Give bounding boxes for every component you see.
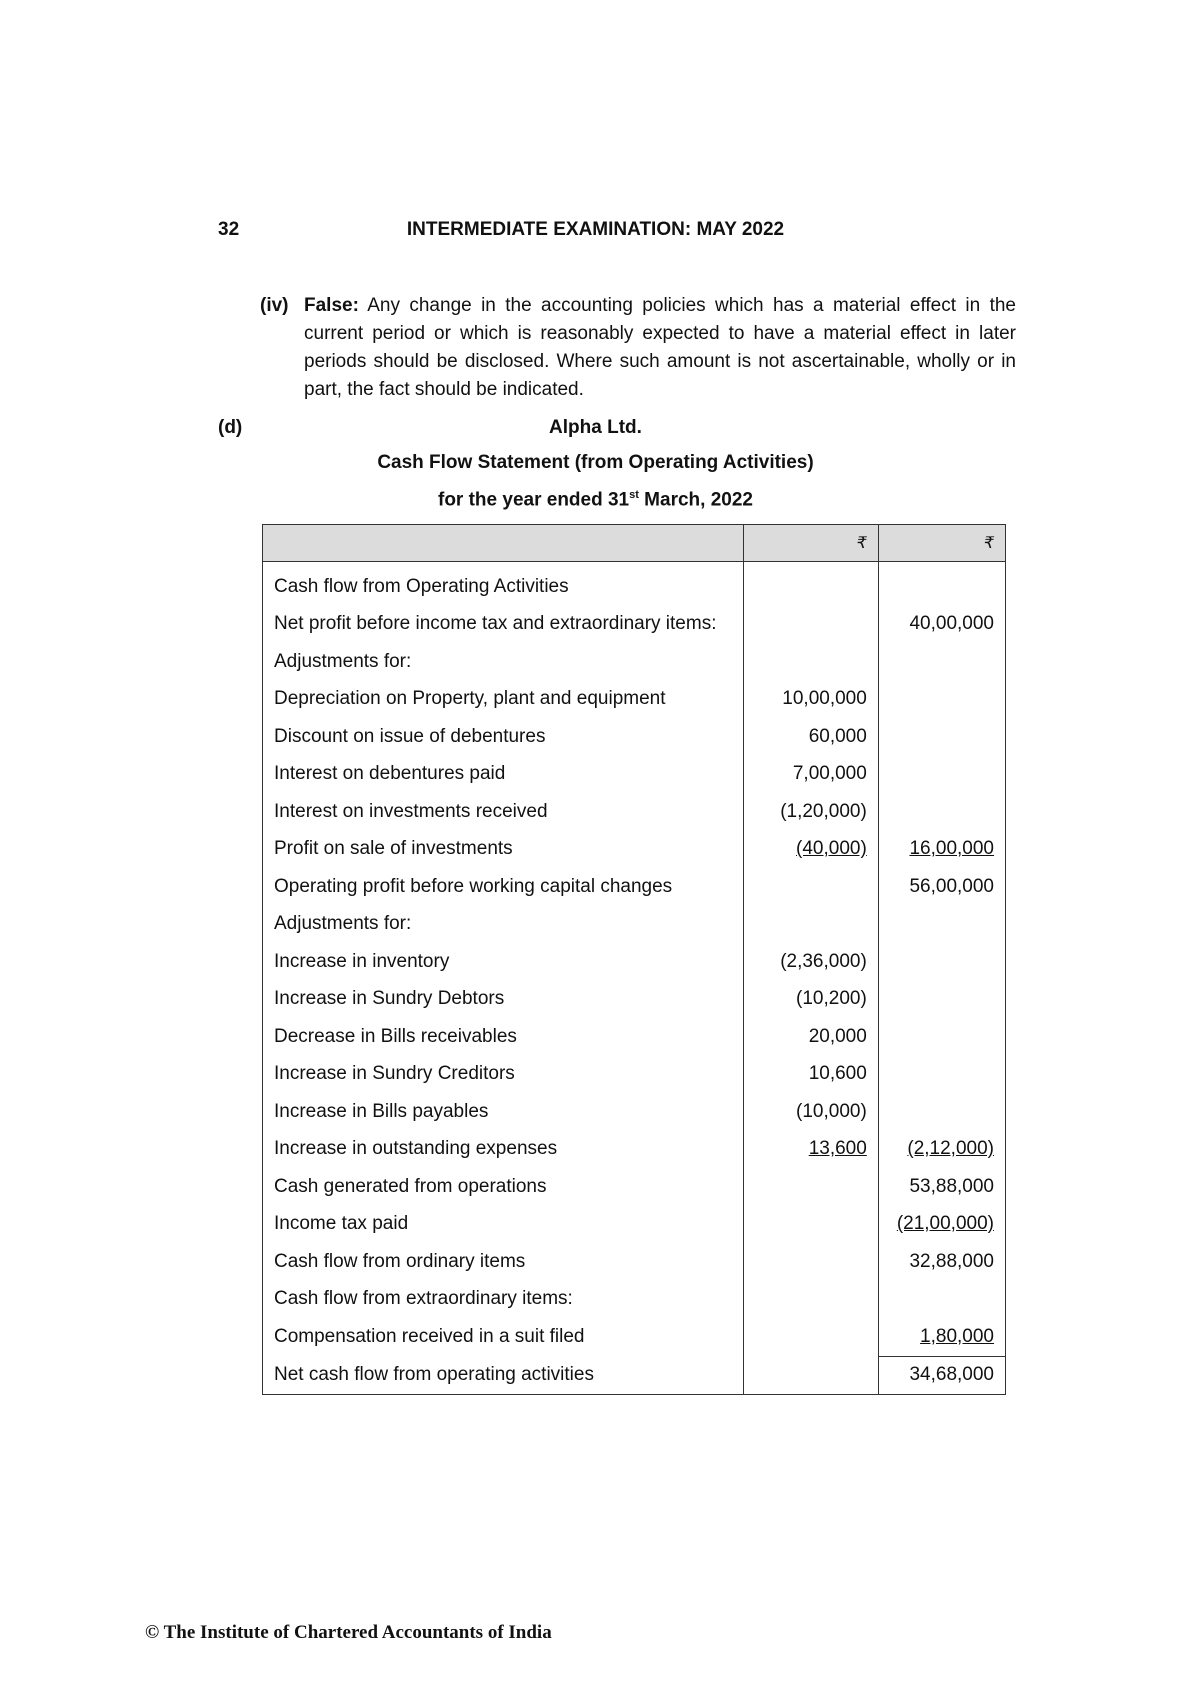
row-label <box>263 868 744 906</box>
row-amount-2 <box>878 562 1005 606</box>
table-row <box>263 1168 1006 1206</box>
row-amount-2 <box>878 606 1005 644</box>
row-amount-2-text: 56,00,000 <box>909 875 994 897</box>
cash-flow-table <box>262 524 1006 1395</box>
row-amount-1 <box>743 718 878 756</box>
row-amount-1 <box>743 562 878 606</box>
table-row <box>263 1281 1006 1319</box>
row-label <box>263 718 744 756</box>
row-amount-1-text: 13,600 <box>808 1138 867 1160</box>
row-amount-2 <box>878 1281 1005 1319</box>
table-row <box>263 681 1006 719</box>
row-amount-1 <box>743 681 878 719</box>
company-name: Alpha Ltd. <box>549 417 642 438</box>
statement-title: Cash Flow Statement (from Operating Activities) <box>377 452 814 473</box>
row-label-text: Adjustments for: <box>274 913 412 935</box>
statement-period <box>0 489 1191 511</box>
table-row <box>263 1356 1006 1395</box>
row-amount-1 <box>743 1168 878 1206</box>
row-amount-1-text: 60,000 <box>808 725 867 747</box>
row-amount-2-text: 40,00,000 <box>909 613 994 635</box>
row-amount-1 <box>743 1281 878 1319</box>
row-amount-2 <box>878 1243 1005 1281</box>
header-cell-currency-2: ₹ <box>878 525 1005 562</box>
table-row <box>263 906 1006 944</box>
answer-item-iv <box>260 292 1016 404</box>
header-cell-label <box>263 525 744 562</box>
row-label-text: Cash flow from extraordinary items: <box>274 1288 573 1310</box>
row-amount-1 <box>743 1018 878 1056</box>
row-amount-1 <box>743 906 878 944</box>
row-label <box>263 1168 744 1206</box>
row-label <box>263 981 744 1019</box>
row-amount-2-text: 32,88,000 <box>909 1250 994 1272</box>
row-label-text: Increase in Bills payables <box>274 1100 489 1122</box>
row-label-text: Net profit before income tax and extraordinary items: <box>274 613 717 635</box>
table-row <box>263 1318 1006 1356</box>
table-row <box>263 606 1006 644</box>
row-label <box>263 1056 744 1094</box>
table-header-row <box>263 525 1006 562</box>
row-label-text: Cash flow from Operating Activities <box>274 575 569 597</box>
row-amount-1-text: 7,00,000 <box>792 763 867 785</box>
row-amount-2 <box>878 1131 1005 1169</box>
row-amount-1 <box>743 756 878 794</box>
row-amount-2 <box>878 681 1005 719</box>
row-amount-2 <box>878 1093 1005 1131</box>
row-label-text: Cash generated from operations <box>274 1175 547 1197</box>
row-amount-1-text: (10,200) <box>796 988 867 1010</box>
row-label-text: Increase in inventory <box>274 950 450 972</box>
row-label-text: Decrease in Bills receivables <box>274 1025 517 1047</box>
row-label <box>263 1093 744 1131</box>
row-amount-1 <box>743 1056 878 1094</box>
row-label-text: Interest on debentures paid <box>274 763 506 785</box>
row-amount-1 <box>743 831 878 869</box>
row-amount-1 <box>743 1318 878 1356</box>
row-amount-2 <box>878 1356 1005 1395</box>
row-amount-1 <box>743 793 878 831</box>
row-amount-2-text: (2,12,000) <box>907 1138 994 1160</box>
table-row <box>263 1018 1006 1056</box>
row-amount-2 <box>878 906 1005 944</box>
row-label-text: Increase in Sundry Debtors <box>274 988 505 1010</box>
table-row <box>263 718 1006 756</box>
table-row <box>263 562 1006 606</box>
row-label <box>263 1018 744 1056</box>
row-label <box>263 606 744 644</box>
row-label <box>263 1131 744 1169</box>
row-label-text: Profit on sale of investments <box>274 838 513 860</box>
row-amount-1-text: 10,00,000 <box>782 688 867 710</box>
row-label-text: Operating profit before working capital changes <box>274 875 673 897</box>
row-label <box>263 1281 744 1319</box>
row-label-text: Increase in Sundry Creditors <box>274 1063 515 1085</box>
row-amount-1 <box>743 868 878 906</box>
period-suffix: March, 2022 <box>638 489 753 511</box>
row-label-text: Cash flow from ordinary items <box>274 1250 526 1272</box>
table-row <box>263 1056 1006 1094</box>
table-row <box>263 1093 1006 1131</box>
row-label-text: Net cash flow from operating activities <box>274 1364 594 1385</box>
row-label <box>263 943 744 981</box>
row-label <box>263 643 744 681</box>
table-row <box>263 943 1006 981</box>
table-row <box>263 793 1006 831</box>
row-label <box>263 1206 744 1244</box>
table-row <box>263 981 1006 1019</box>
row-label-text: Increase in outstanding expenses <box>274 1138 558 1160</box>
row-label <box>263 1243 744 1281</box>
row-amount-1-text: (1,20,000) <box>780 800 867 822</box>
row-amount-1 <box>743 981 878 1019</box>
row-amount-2 <box>878 868 1005 906</box>
row-amount-1-text: (2,36,000) <box>780 950 867 972</box>
table-row <box>263 1243 1006 1281</box>
row-amount-1-text: (40,000) <box>796 838 867 860</box>
row-amount-1 <box>743 1093 878 1131</box>
row-amount-1 <box>743 643 878 681</box>
row-amount-2 <box>878 831 1005 869</box>
row-amount-2 <box>878 1168 1005 1206</box>
row-amount-2 <box>878 1318 1005 1356</box>
row-label-text: Compensation received in a suit filed <box>274 1326 585 1347</box>
exam-title: INTERMEDIATE EXAMINATION: MAY 2022 <box>406 219 785 240</box>
footer-copyright: © The Institute of Chartered Accountants of India <box>145 1622 552 1643</box>
table-row <box>263 831 1006 869</box>
row-label-text: Income tax paid <box>274 1213 409 1235</box>
table-row <box>263 1206 1006 1244</box>
row-label-text: Interest on investments received <box>274 800 548 822</box>
row-label <box>263 756 744 794</box>
row-label <box>263 1356 744 1395</box>
table-row <box>263 1131 1006 1169</box>
row-amount-1 <box>743 606 878 644</box>
row-label-text: Depreciation on Property, plant and equipment <box>274 688 666 710</box>
row-label-text: Discount on issue of debentures <box>274 725 546 747</box>
item-text <box>304 292 1016 404</box>
row-label <box>263 906 744 944</box>
row-amount-2 <box>878 943 1005 981</box>
page-number: 32 <box>218 219 240 240</box>
table-row <box>263 868 1006 906</box>
part-label: (d) <box>218 417 243 438</box>
row-amount-2 <box>878 756 1005 794</box>
item-label: False: <box>304 295 359 316</box>
row-amount-1 <box>743 1206 878 1244</box>
row-label <box>263 562 744 606</box>
table-row <box>263 643 1006 681</box>
row-amount-2 <box>878 1206 1005 1244</box>
row-label <box>263 793 744 831</box>
period-prefix: for the year ended 31 <box>438 489 630 511</box>
row-amount-2-text: 53,88,000 <box>909 1175 994 1197</box>
period-sup: st <box>629 489 639 501</box>
row-label <box>263 681 744 719</box>
row-amount-2 <box>878 793 1005 831</box>
row-amount-2 <box>878 1018 1005 1056</box>
row-label <box>263 1318 744 1356</box>
row-amount-1-text: (10,000) <box>796 1100 867 1122</box>
row-label-text: Adjustments for: <box>274 650 412 672</box>
row-amount-1 <box>743 1243 878 1281</box>
table-row <box>263 756 1006 794</box>
row-amount-2 <box>878 981 1005 1019</box>
row-amount-1 <box>743 943 878 981</box>
row-amount-2-text: 34,68,000 <box>909 1364 994 1386</box>
row-amount-2-text: 1,80,000 <box>920 1325 994 1347</box>
row-label <box>263 831 744 869</box>
item-body: Any change in the accounting policies which has a material effect in the current period or which is reasonably expected to have a material effect in later periods should be disclosed. Where such amount is not ascertainable, wholly or in part, the fact should be indicated. <box>304 295 1016 400</box>
row-amount-1 <box>743 1131 878 1169</box>
row-amount-1-text: 20,000 <box>808 1025 867 1047</box>
row-amount-2 <box>878 718 1005 756</box>
header-cell-currency-1: ₹ <box>743 525 878 562</box>
row-amount-2 <box>878 643 1005 681</box>
row-amount-2-text: (21,00,000) <box>896 1213 994 1235</box>
item-number: (iv) <box>260 295 289 316</box>
row-amount-1 <box>743 1356 878 1395</box>
row-amount-2-text: 16,00,000 <box>909 838 994 860</box>
row-amount-1-text: 10,600 <box>808 1063 867 1085</box>
row-amount-2 <box>878 1056 1005 1094</box>
